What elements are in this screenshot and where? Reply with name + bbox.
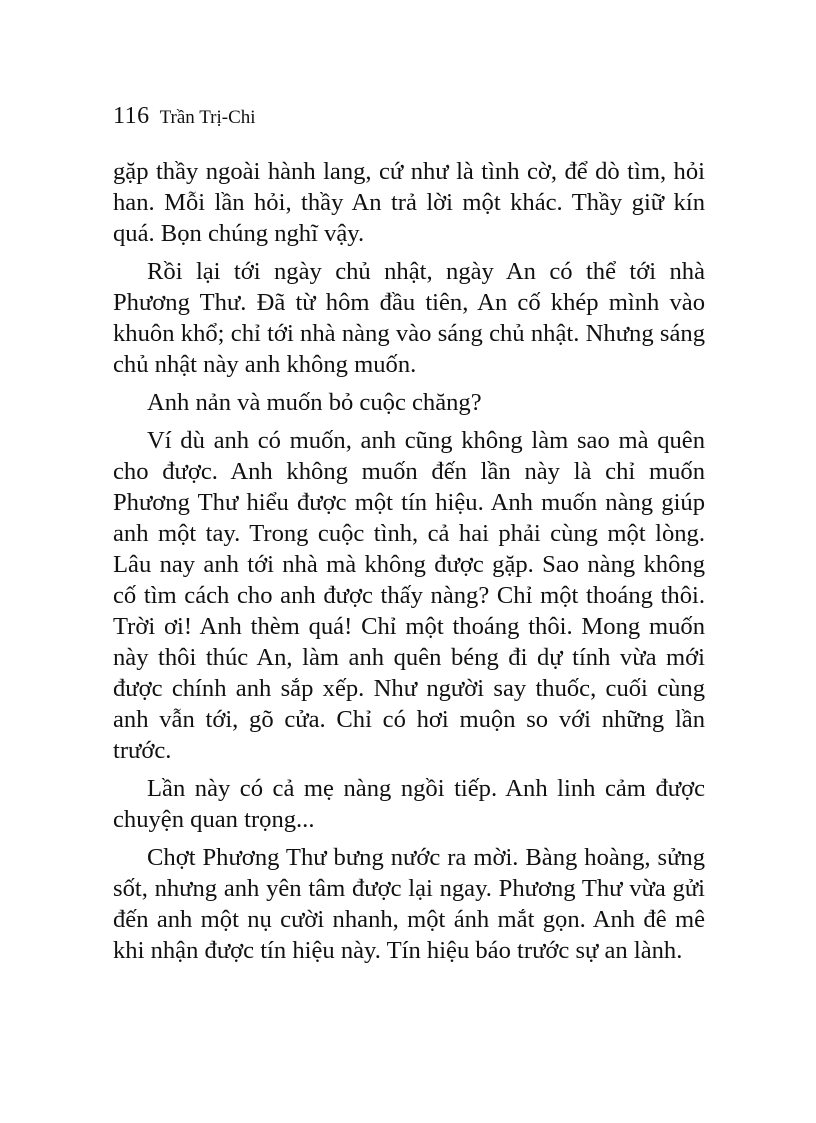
paragraph-4: Ví dù anh có muốn, anh cũng không làm sao mà quên cho được. Anh không muốn đến lần này là chỉ muốn Phương Thư hiểu được một tín hiệu. Anh muốn nàng giúp anh một tay. Trong cuộc tình, cả hai phải cùng một lòng. Lâu nay anh tới nhà mà không được gặp. Sao nàng không cố tìm cách cho anh được thấy nàng? Chỉ một thoáng thôi. Trời ơi! Anh thèm quá! Chỉ một thoáng thôi. Mong muốn này thôi thúc An, làm anh quên béng đi dự tính vừa mới được chính anh sắp xếp. Như người say thuốc, cuối cùng anh vẫn tới, gõ cửa. Chỉ có hơi muộn so với những lần trước. <box>113 427 705 764</box>
body-text <box>113 156 705 973</box>
paragraph-2: Rồi lại tới ngày chủ nhật, ngày An có thể tới nhà Phương Thư. Đã từ hôm đầu tiên, An cố khép mình vào khuôn khổ; chỉ tới nhà nàng vào sáng chủ nhật. Nhưng sáng chủ nhật này anh không muốn. <box>113 258 705 378</box>
paragraph-5: Lần này có cả mẹ nàng ngồi tiếp. Anh linh cảm được chuyện quan trọng... <box>113 775 705 833</box>
running-title: Trần Trị-Chi <box>159 107 256 128</box>
page-number: 116 <box>113 103 150 129</box>
paragraph-3: Anh nản và muốn bỏ cuộc chăng? <box>147 389 482 416</box>
paragraph-1: gặp thầy ngoài hành lang, cứ như là tình cờ, để dò tìm, hỏi han. Mỗi lần hỏi, thầy An trả lời một khác. Thầy giữ kín quá. Bọn chúng nghĩ vậy. <box>113 158 705 247</box>
paragraph-6: Chợt Phương Thư bưng nước ra mời. Bàng hoàng, sửng sốt, nhưng anh yên tâm được lại ngay. Phương Thư vừa gửi đến anh một nụ cười nhanh, một ánh mắt gọn. Anh đê mê khi nhận được tín hiệu này. Tín hiệu báo trước sự an lành. <box>113 844 705 964</box>
page-header <box>113 103 513 133</box>
